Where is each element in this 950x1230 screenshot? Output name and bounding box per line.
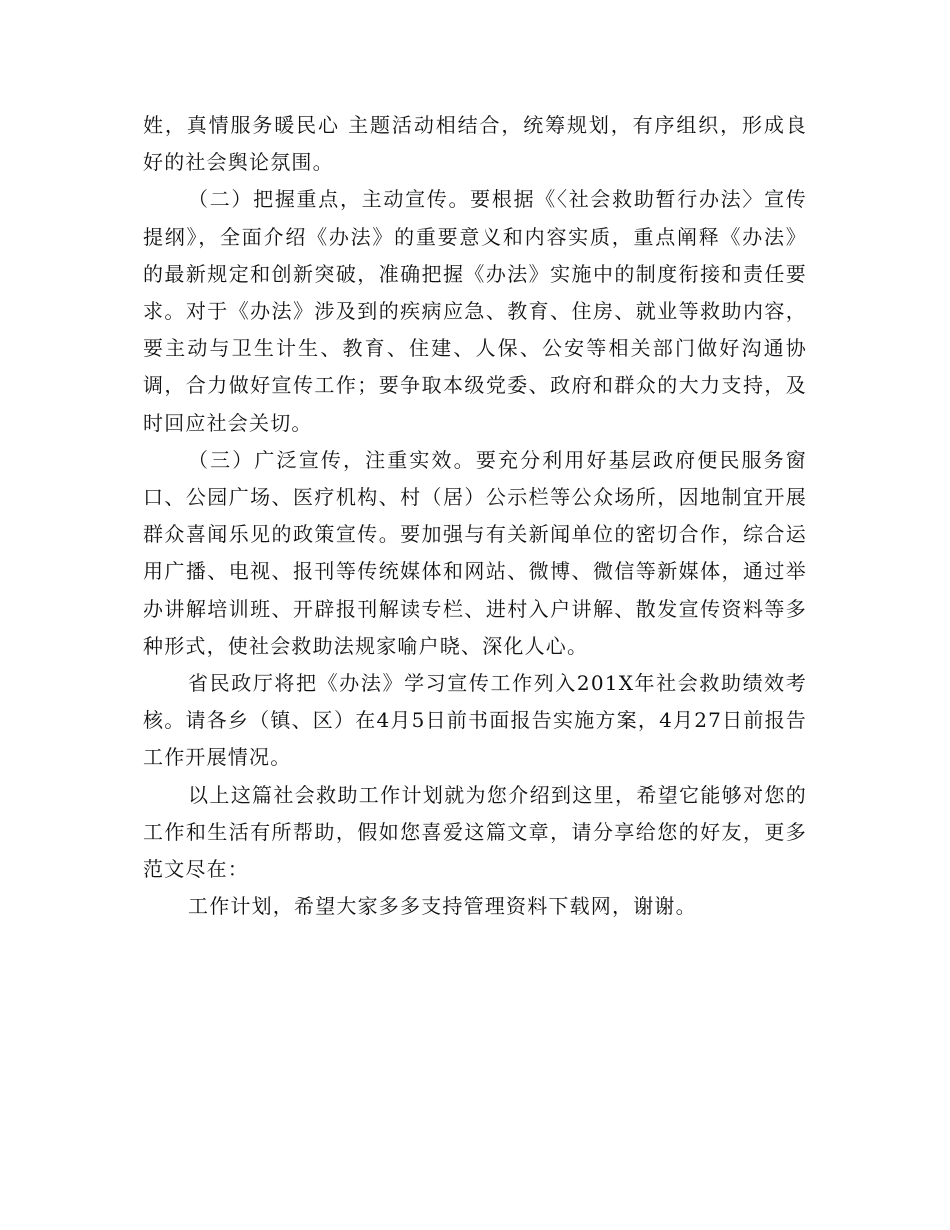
paragraph-assessment-notice: 省民政厅将把《办法》学习宣传工作列入201X年社会救助绩效考核。请各乡（镇、区）在4月5日前书面报告实施方案，4月27日前报告工作开展情况。: [143, 671, 807, 770]
document-body: [143, 107, 807, 925]
paragraph-section-three: （三）广泛宣传，注重实效。要充分利用好基层政府便民服务窗口、公园广场、医疗机构、村（居）公示栏等公众场所，因地制宜开展群众喜闻乐见的政策宣传。要加强与有关新闻单位的密切合作，综合运用广播、电视、报刊等传统媒体和网站、微博、微信等新媒体，通过举办讲解培训班、开辟报刊解读专栏、进村入户讲解、散发宣传资料等多种形式，使社会救助法规家喻户晓、深化人心。: [143, 447, 807, 658]
paragraph-thanks: 工作计划，希望大家多多支持管理资料下载网，谢谢。: [188, 894, 697, 919]
paragraph-continuation: 姓，真情服务暖民心 主题活动相结合，统筹规划，有序组织，形成良好的社会舆论氛围。: [143, 113, 807, 175]
paragraph-section-two: （二）把握重点，主动宣传。要根据《〈社会救助暂行办法〉宣传提纲》，全面介绍《办法》的重要意义和内容实质，重点阐释《办法》的最新规定和创新突破，准确把握《办法》实施中的制度衔接和责任要求。对于《办法》涉及到的疾病应急、教育、住房、就业等救助内容，要主动与卫生计生、教育、住建、人保、公安等相关部门做好沟通协调，合力做好宣传工作；要争取本级党委、政府和群众的大力支持，及时回应社会关切。: [143, 187, 807, 435]
paragraph-closing-note: 以上这篇社会救助工作计划就为您介绍到这里，希望它能够对您的工作和生活有所帮助，假如您喜爱这篇文章，请分享给您的好友，更多范文尽在：: [143, 782, 807, 882]
